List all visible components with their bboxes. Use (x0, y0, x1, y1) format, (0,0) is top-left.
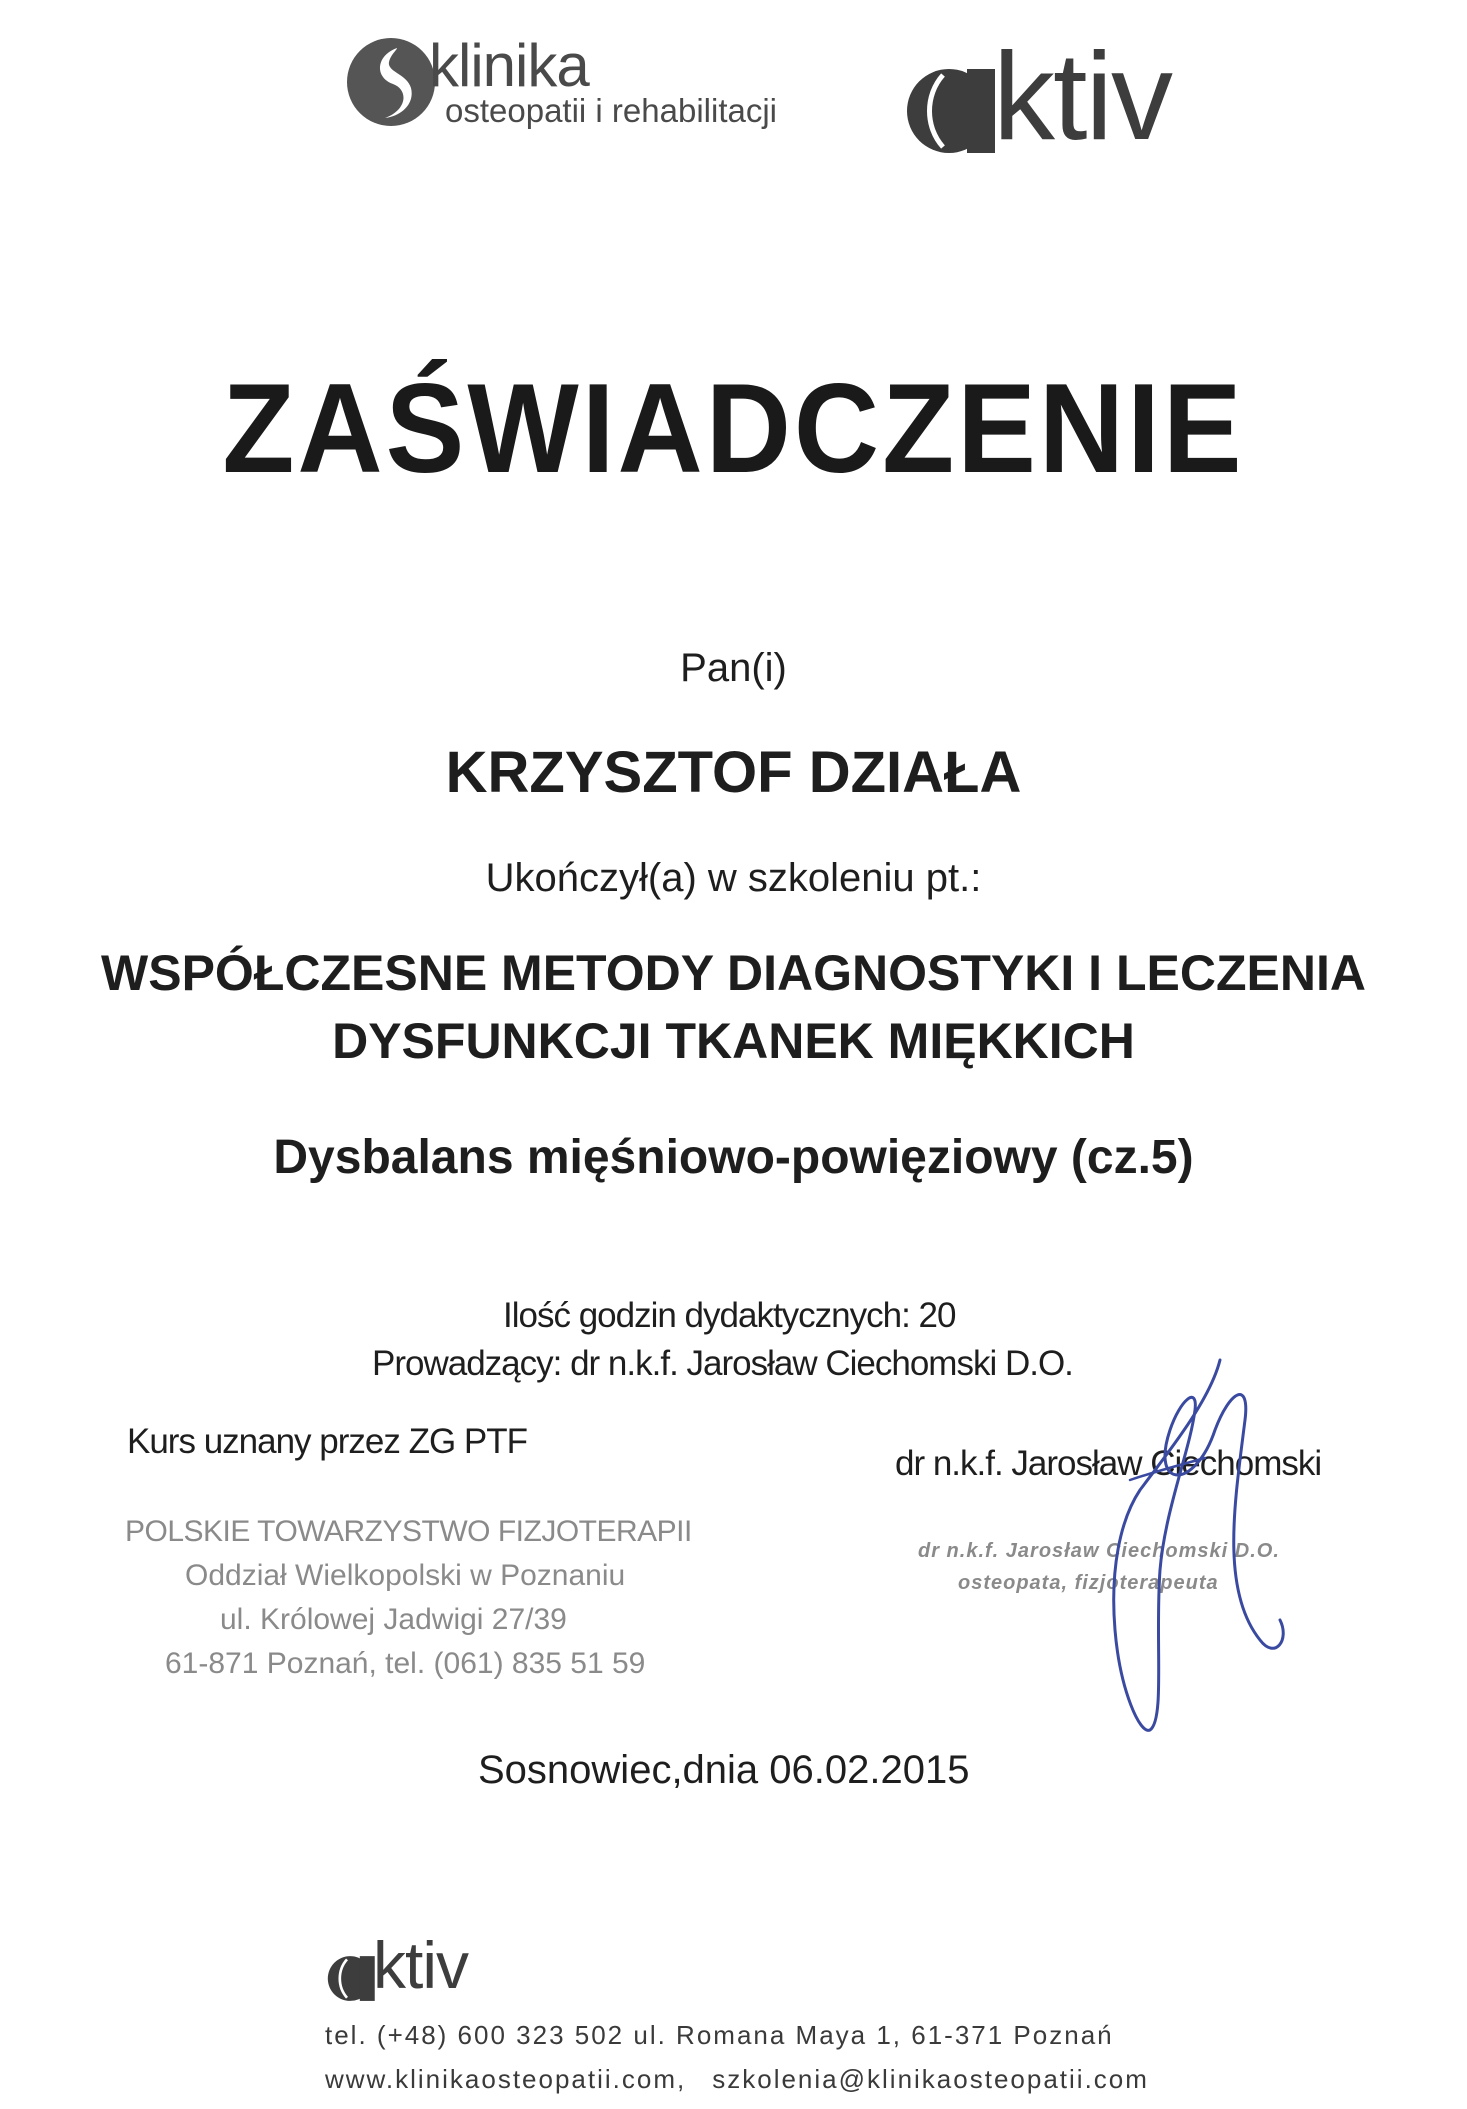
signer-name: dr n.k.f. Jarosław Ciechomski (895, 1444, 1322, 1483)
lecturer-line: Prowadzący: dr n.k.f. Jarosław Ciechomski D.O. (372, 1344, 1073, 1383)
footer-contact: tel. (+48) 600 323 502 ul. Romana Maya 1, 61-371 Poznań (325, 2020, 1114, 2050)
footer-email-link[interactable]: szkolenia@klinikaosteopatii.com (712, 2064, 1149, 2094)
signer-stamp-line2: osteopata, fizjoterapeuta (958, 1572, 1219, 1594)
accreditation-line: Kurs uznany przez ZG PTF (127, 1422, 528, 1461)
course-part: Dysbalans mięśniowo-powięziowy (cz.5) (273, 1131, 1194, 1184)
aktiv-logo (903, 15, 1223, 166)
footer-aktiv-wordmark: ktiv (373, 1928, 468, 2002)
ptf-stamp-line2: Oddział Wielkopolski w Poznaniu (185, 1559, 626, 1592)
recipient-name: KRZYSZTOF DZIAŁA (445, 740, 1022, 805)
course-title-line2: DYSFUNKCJI TKANEK MIĘKKICH (332, 1013, 1135, 1069)
footer-web (325, 2064, 1149, 2095)
place-date: Sosnowiec,dnia 06.02.2015 (478, 1748, 970, 1792)
ptf-stamp (110, 1510, 692, 1686)
ptf-stamp-line3: ul. Królowej Jadwigi 27/39 (220, 1603, 567, 1636)
aktiv-logo-wordmark: ktiv (993, 28, 1171, 166)
footer-website-link[interactable]: www.klinikaosteopatii.com, (325, 2064, 687, 2094)
klinika-logo (345, 30, 845, 140)
course-title-line1: WSPÓŁCZESNE METODY DIAGNOSTYKI I LECZENIA (101, 945, 1366, 1001)
ptf-stamp-line4: 61-871 Poznań, tel. (061) 835 51 59 (165, 1647, 646, 1680)
signature (1020, 1340, 1320, 1740)
ptf-stamp-line1: POLSKIE TOWARZYSTWO FIZJOTERAPII (125, 1515, 692, 1548)
klinika-logo-mark-icon (345, 34, 437, 130)
klinika-logo-subtitle: osteopatii i rehabilitacji (445, 92, 778, 129)
salutation: Pan(i) (680, 646, 787, 690)
completed-text: Ukończył(a) w szkoleniu pt.: (485, 856, 982, 900)
aktiv-logo-mark-icon (325, 1954, 377, 2002)
footer-aktiv-logo (325, 1928, 525, 2002)
certificate-title: ZAŚWIADCZENIE (222, 357, 1245, 501)
klinika-logo-name: klinika (429, 32, 589, 99)
hours-line: Ilość godzin dydaktycznych: 20 (503, 1296, 956, 1335)
aktiv-logo-mark-icon (903, 65, 998, 155)
footer-aktiv-text (373, 1928, 504, 2002)
signer-stamp-line1: dr n.k.f. Jarosław Ciechomski D.O. (918, 1540, 1280, 1562)
